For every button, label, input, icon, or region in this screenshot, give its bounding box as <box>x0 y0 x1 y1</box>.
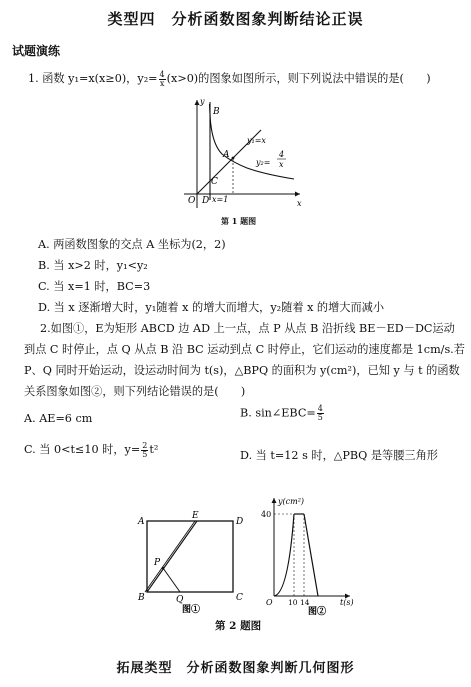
frac-den: 5 <box>317 413 323 422</box>
q2-option-b-text: B. sin∠EBC= <box>240 406 316 420</box>
label-t: t(s) <box>340 598 354 607</box>
page-title: 类型四 分析函数图象判断结论正误 <box>107 10 364 28</box>
label-14: 14 <box>300 598 310 607</box>
label-40: 40 <box>261 510 272 519</box>
q2-option-c-fraction <box>141 442 148 459</box>
frac-num: 2 <box>142 440 148 450</box>
label-a: A <box>138 517 145 527</box>
label-x1: x=1 <box>212 195 229 204</box>
frac-num: 4 <box>317 404 323 413</box>
q1-option-a: A. 两函数图象的交点 A 坐标为(2，2) <box>38 238 226 251</box>
q1-function-graph <box>176 96 306 212</box>
label-c: C <box>236 593 243 603</box>
x-axis-arrow <box>295 192 300 197</box>
next-section-title: 拓展类型 分析函数图象判断几何图形 <box>116 661 355 676</box>
label-y2-num: 4 <box>279 150 285 159</box>
segment-be-parallel <box>145 521 195 592</box>
label-e: E <box>192 511 199 521</box>
label-c: C <box>211 177 218 187</box>
q2-function-graph <box>258 494 368 618</box>
point-p <box>162 567 165 570</box>
label-q: Q <box>176 595 184 605</box>
q2-option-c-post: t² <box>149 443 159 456</box>
label-y-axis: y <box>200 97 205 106</box>
q1-stem-fraction <box>159 71 166 88</box>
q2-option-a: A. AE=6 cm <box>24 412 93 425</box>
q1-stem-part-a: 1. 函数 y₁=x(x≥0)，y₂= <box>28 72 158 85</box>
q1-stem <box>28 70 431 88</box>
falling-segment <box>304 514 318 596</box>
label-y2-prefix: y₂= <box>256 158 271 167</box>
q2-stem-line-4: 关系图象如图②，则下列结论错误的是( ) <box>24 385 246 398</box>
q2-stem-line-2: 到点 C 时停止，点 Q 从点 B 沿 BC 运动到点 C 时停止，它们运动的速度都是 1cm/s.若 <box>24 343 465 356</box>
curve-segment <box>274 514 294 596</box>
label-y1: y₁=x <box>247 136 266 145</box>
q2-option-c <box>24 441 158 459</box>
label-p: P <box>154 558 161 568</box>
label-d: D <box>236 517 244 527</box>
q2-option-b <box>240 405 325 422</box>
q2-option-b-fraction <box>317 405 324 422</box>
label-d: D <box>202 196 210 206</box>
label-x-axis: x <box>297 199 302 208</box>
q1-stem-part-b: (x>0)的图象如图所示，则下列说法中错误的是( ) <box>166 72 431 85</box>
label-y: y(cm²) <box>278 497 305 506</box>
label-o: O <box>188 196 196 206</box>
q1-option-c: C. 当 x=1 时，BC=3 <box>38 280 151 293</box>
q1-figure-caption: 第 1 题图 <box>221 216 257 226</box>
q2-option-c-text: C. 当 0<t≤10 时，y= <box>24 443 141 456</box>
frac-den: 5 <box>142 449 148 459</box>
q1-option-b: B. 当 x>2 时，y₁<y₂ <box>38 259 148 272</box>
q2-stem-line-1: 2.如图①，E为矩形 ABCD 边 AD 上一点，点 P 从点 B 沿折线 BE－ED－DC运动 <box>40 322 455 335</box>
q2-stem-line-3: P、Q 同时开始运动，设运动时间为 t(s)，△BPQ 的面积为 y(cm²)，已知 y 与 t 的函数 <box>24 364 460 377</box>
label-b: B <box>138 593 145 603</box>
q2-option-d: D. 当 t=12 s 时，△PBQ 是等腰三角形 <box>240 449 438 462</box>
section-heading: 试题演练 <box>12 44 61 58</box>
q2-rectangle-figure <box>130 508 245 618</box>
label-y2-den: x <box>279 160 284 169</box>
q1-option-d: D. 当 x 逐渐增大时，y₁随着 x 的增大而增大，y₂随着 x 的增大而减小 <box>38 301 385 314</box>
label-o: O <box>266 598 273 607</box>
point-a <box>232 157 235 160</box>
label-b: B <box>213 107 220 117</box>
frac-num: 4 <box>159 69 165 79</box>
y-axis-arrow <box>272 498 277 503</box>
y-axis-arrow <box>195 100 200 105</box>
segment-pq <box>163 568 180 592</box>
label-a: A <box>223 150 230 160</box>
caption-fig2: 图② <box>308 607 327 617</box>
q2-figure-caption: 第 2 题图 <box>215 620 262 632</box>
frac-den: x <box>159 78 165 88</box>
caption-fig1: 图① <box>182 605 201 615</box>
label-10: 10 <box>288 598 298 607</box>
